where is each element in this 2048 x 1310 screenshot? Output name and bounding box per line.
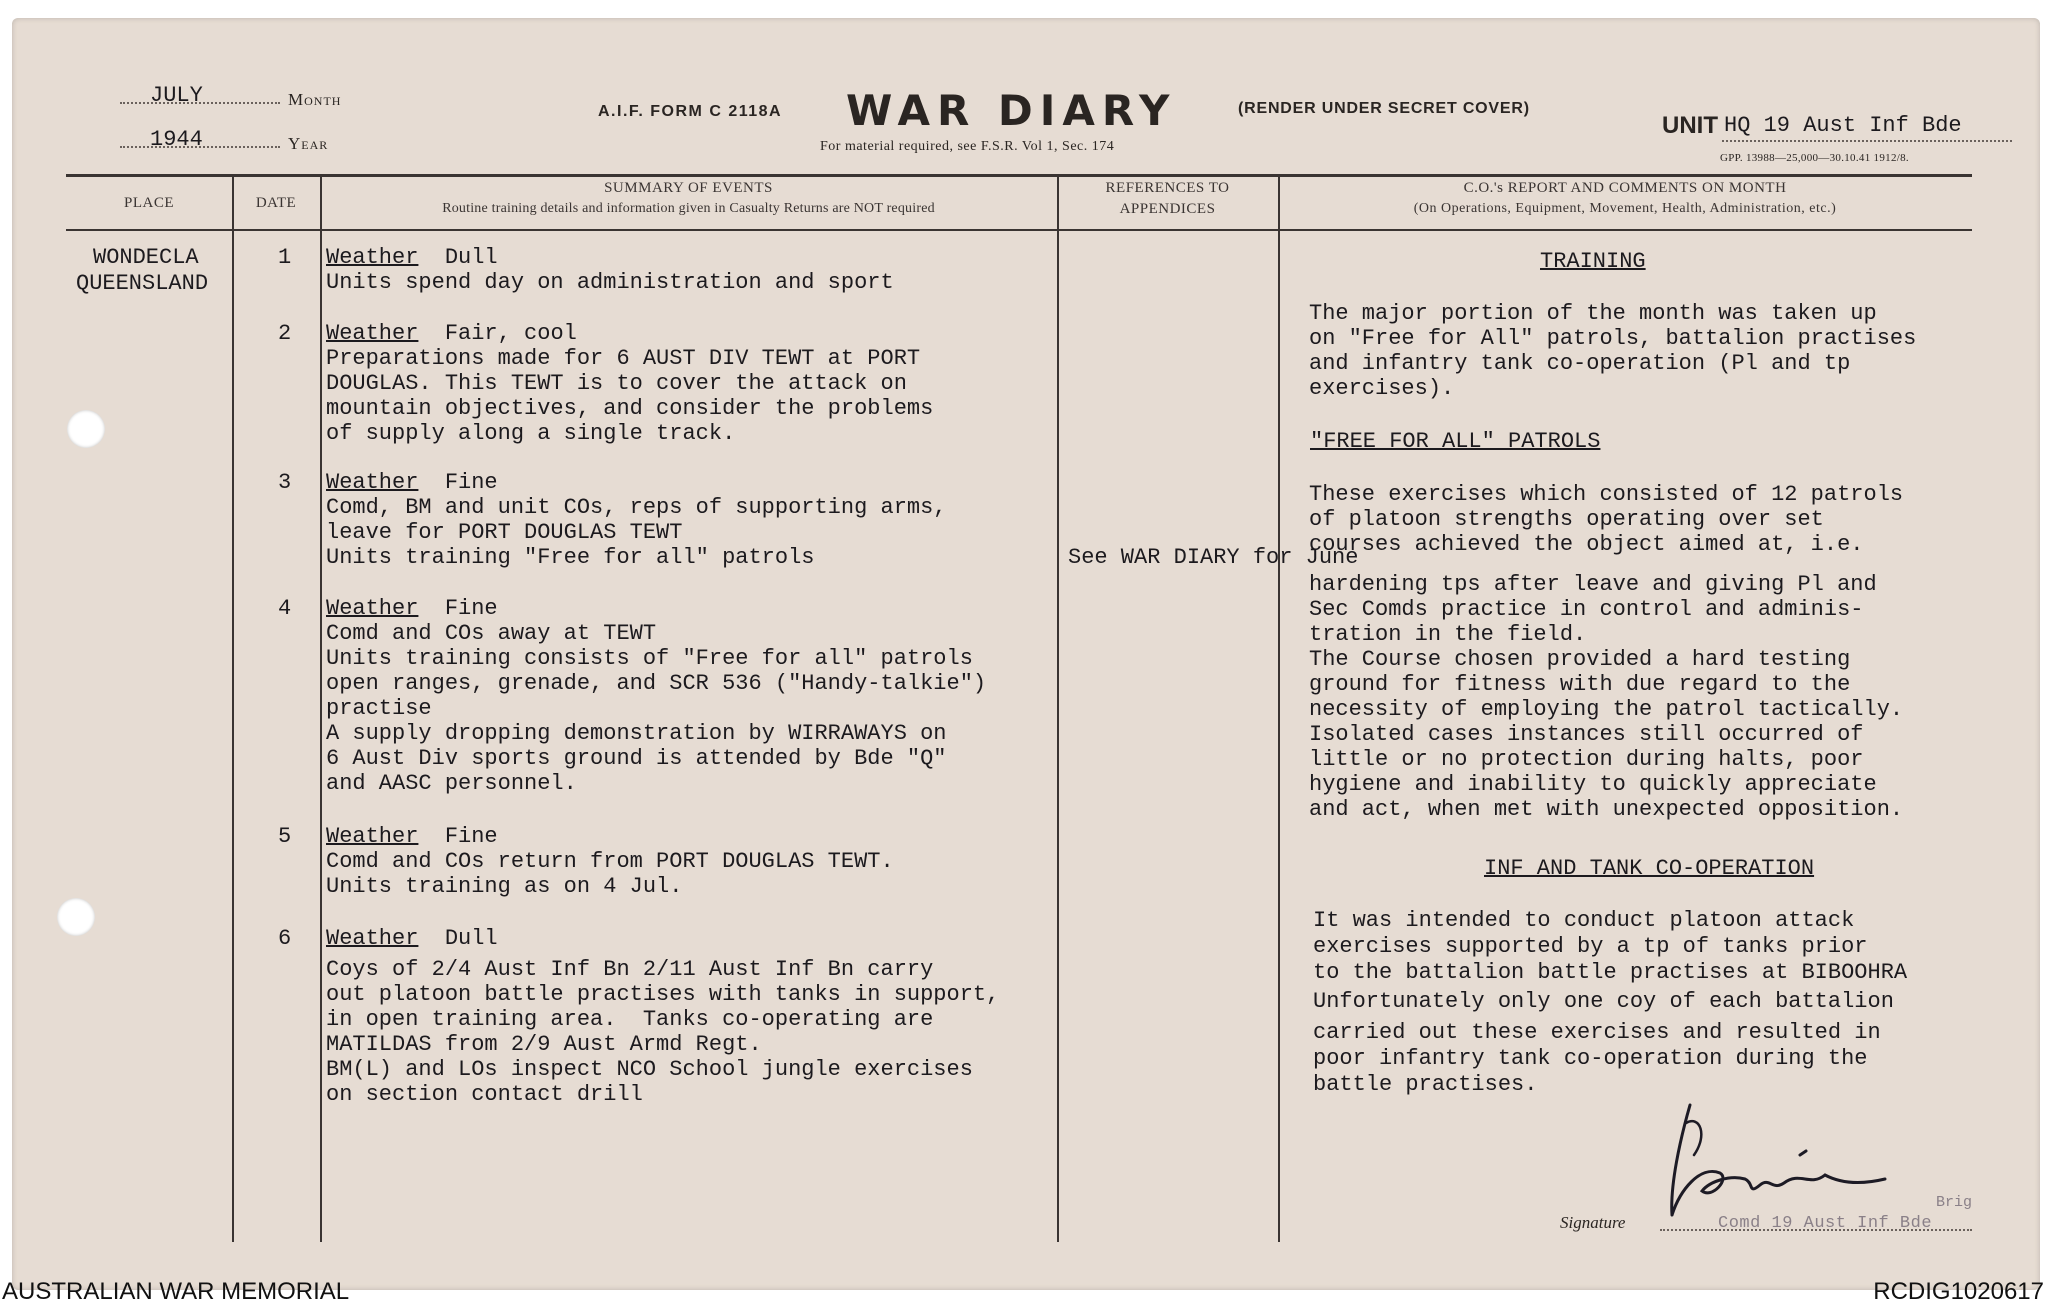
year-value: 1944 xyxy=(150,127,203,152)
entry-date: 4 xyxy=(278,596,292,621)
entry-line: Comd and COs return from PORT DOUGLAS TEWT. xyxy=(326,849,894,874)
entry-line: and AASC personnel. xyxy=(326,771,577,796)
unit-dotted-line xyxy=(1722,140,2012,142)
weather-label: Weather xyxy=(326,245,419,270)
footer-record-id: RCDIG1020617 xyxy=(1873,1278,2044,1305)
entry-line: Coys of 2/4 Aust Inf Bn 2/11 Aust Inf Bn carry xyxy=(326,957,934,982)
year-dotted-line xyxy=(120,146,280,148)
entry-line: Comd, BM and unit COs, reps of supporting arms, xyxy=(326,495,947,520)
report-line: The major portion of the month was taken up xyxy=(1309,301,1877,326)
month-label: Month xyxy=(288,90,342,109)
weather-value: Dull xyxy=(444,926,498,951)
column-summary-title: SUMMARY OF EVENTS xyxy=(604,180,773,196)
report-line: hygiene and inability to quickly appreciate xyxy=(1309,772,1877,797)
report-line: Isolated cases instances still occurred of xyxy=(1309,722,1864,747)
entry-date: 3 xyxy=(278,470,292,495)
report-line: courses achieved the object aimed at, i.e. xyxy=(1309,532,1864,557)
entry-line: on section contact drill xyxy=(326,1082,643,1107)
weather-value: Dull xyxy=(444,245,498,270)
entry-line: MATILDAS from 2/9 Aust Armd Regt. xyxy=(326,1032,762,1057)
entry-weather-row xyxy=(326,596,498,621)
column-refs-line1: REFERENCES TO xyxy=(1105,180,1230,196)
unit-label: UNIT xyxy=(1662,112,1718,139)
report-line: carried out these exercises and resulted in xyxy=(1313,1020,1881,1045)
column-refs-line2: APPENDICES xyxy=(1119,201,1216,217)
place-date-divider xyxy=(232,174,234,1242)
place-line-2: QUEENSLAND xyxy=(76,271,209,296)
report-line: necessity of employing the patrol tactically. xyxy=(1309,697,1904,722)
entry-line: Comd and COs away at TEWT xyxy=(326,621,657,646)
secret-note: (RENDER UNDER SECRET COVER) xyxy=(1238,100,1530,117)
stamp-rank: Brig xyxy=(1936,1194,1973,1211)
appendix-reference: See WAR DIARY for June xyxy=(1068,545,1359,570)
patrols-heading: "FREE FOR ALL" PATROLS xyxy=(1310,429,1601,454)
punch-hole-lower xyxy=(57,898,95,936)
entry-date: 5 xyxy=(278,824,292,849)
weather-value: Fine xyxy=(444,470,498,495)
entry-weather-row xyxy=(326,470,498,495)
summary-refs-divider xyxy=(1057,174,1059,1242)
entry-line: 6 Aust Div sports ground is attended by Bde "Q" xyxy=(326,746,947,771)
entry-weather-row xyxy=(326,926,498,951)
report-line: exercises supported by a tp of tanks prior xyxy=(1313,934,1868,959)
punch-hole-upper xyxy=(67,410,105,448)
column-date: DATE xyxy=(255,195,297,211)
report-line: Unfortunately only one coy of each battalion xyxy=(1313,989,1894,1014)
entry-line: A supply dropping demonstration by WIRRAWAYS on xyxy=(326,721,947,746)
date-summary-divider xyxy=(320,174,322,1242)
weather-value: Fine xyxy=(444,824,498,849)
entry-line: Units training consists of "Free for all" patrols xyxy=(326,646,973,671)
report-line: tration in the field. xyxy=(1309,622,1587,647)
entry-line: in open training area. Tanks co-operating are xyxy=(326,1007,934,1032)
report-line: ground for fitness with due regard to the xyxy=(1309,672,1851,697)
weather-label: Weather xyxy=(326,596,419,621)
print-reference: GPP. 13988—25,000—30.10.41 1912/8. xyxy=(1720,152,1909,164)
entry-line: Units training "Free for all" patrols xyxy=(326,545,815,570)
weather-label: Weather xyxy=(326,321,419,346)
table-top-rule xyxy=(66,174,1972,177)
report-line: exercises). xyxy=(1309,376,1455,401)
stamp-title: Comd 19 Aust Inf Bde xyxy=(1718,1214,1933,1233)
place-line-1: WONDECLA xyxy=(93,245,199,270)
weather-value: Fair, cool xyxy=(444,321,577,346)
entry-weather-row xyxy=(326,245,498,270)
unit-value: HQ 19 Aust Inf Bde xyxy=(1724,113,1962,138)
report-line: It was intended to conduct platoon attack xyxy=(1313,908,1855,933)
entry-line: leave for PORT DOUGLAS TEWT xyxy=(326,520,683,545)
month-dotted-line xyxy=(120,102,280,104)
weather-label: Weather xyxy=(326,470,419,495)
entry-line: Preparations made for 6 AUST DIV TEWT at PORT xyxy=(326,346,921,371)
report-line: on "Free for All" patrols, battalion practises xyxy=(1309,326,1917,351)
report-line: The Course chosen provided a hard testing xyxy=(1309,647,1851,672)
entry-date: 2 xyxy=(278,321,292,346)
footer-collection: AUSTRALIAN WAR MEMORIAL xyxy=(2,1278,350,1305)
entry-date: 6 xyxy=(278,926,292,951)
report-line: hardening tps after leave and giving Pl and xyxy=(1309,572,1877,597)
tank-heading: INF AND TANK CO-OPERATION xyxy=(1484,856,1815,881)
entry-line: practise xyxy=(326,696,432,721)
entry-line: of supply along a single track. xyxy=(326,421,736,446)
column-summary-subtitle: Routine training details and information given in Casualty Returns are NOT required xyxy=(442,201,935,216)
column-report-subtitle: (On Operations, Equipment, Movement, Health, Administration, etc.) xyxy=(1413,201,1837,216)
weather-label: Weather xyxy=(326,824,419,849)
report-line: and infantry tank co-operation (Pl and tp xyxy=(1309,351,1851,376)
entry-line: BM(L) and LOs inspect NCO School jungle exercises xyxy=(326,1057,973,1082)
entry-line: DOUGLAS. This TEWT is to cover the attack on xyxy=(326,371,907,396)
report-line: These exercises which consisted of 12 patrols xyxy=(1309,482,1904,507)
entry-weather-row xyxy=(326,321,577,346)
year-label: Year xyxy=(288,134,329,153)
report-line: to the battalion battle practises at BIBOOHRA xyxy=(1313,960,1908,985)
page-title: WAR DIARY xyxy=(846,86,1177,135)
report-line: of platoon strengths operating over set xyxy=(1309,507,1824,532)
report-line: Sec Comds practice in control and adminis- xyxy=(1309,597,1864,622)
entry-line: open ranges, grenade, and SCR 536 ("Handy-talkie") xyxy=(326,671,987,696)
column-place: PLACE xyxy=(123,195,174,211)
month-value: JULY xyxy=(150,83,203,108)
table-header-rule xyxy=(66,229,1972,231)
report-line: battle practises. xyxy=(1313,1072,1538,1097)
report-line: and act, when met with unexpected opposition. xyxy=(1309,797,1904,822)
column-report-title: C.O.'s REPORT AND COMMENTS ON MONTH xyxy=(1463,180,1787,196)
report-line: poor infantry tank co-operation during the xyxy=(1313,1046,1868,1071)
entry-line: Units training as on 4 Jul. xyxy=(326,874,683,899)
entry-line: mountain objectives, and consider the problems xyxy=(326,396,934,421)
training-heading: TRAINING xyxy=(1540,249,1646,274)
entry-weather-row xyxy=(326,824,498,849)
material-note: For material required, see F.S.R. Vol 1, Sec. 174 xyxy=(820,139,1115,154)
form-id: A.I.F. FORM C 2118A xyxy=(598,103,783,120)
weather-value: Fine xyxy=(444,596,498,621)
entry-line: out platoon battle practises with tanks in support, xyxy=(326,982,1000,1007)
weather-label: Weather xyxy=(326,926,419,951)
refs-report-divider xyxy=(1278,174,1280,1242)
report-line: little or no protection during halts, poor xyxy=(1309,747,1864,772)
signature-label: Signature xyxy=(1560,1213,1626,1232)
entry-line: Units spend day on administration and sport xyxy=(326,270,894,295)
entry-date: 1 xyxy=(278,245,292,270)
